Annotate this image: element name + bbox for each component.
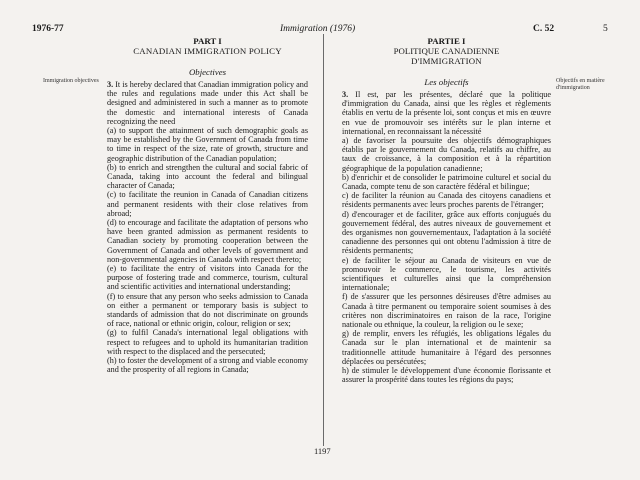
paragraph-b-french: b) d'enrichir et de consolider le patrimoine culturel et social du Canada, compte tenu de son caractère fédéral et bilingue; (342, 172, 551, 192)
subtitle-french: Les objectifs (424, 77, 469, 87)
paragraph-g-english: (g) to fulfil Canada's international legal obligations with respect to refugees and to uphold its humanitarian tradition with respect to the displaced and the persecuted; (107, 328, 308, 356)
french-column (342, 36, 551, 385)
paragraph-c-french: c) de faciliter la réunion au Canada des citoyens canadiens et résidents permanents avec leurs proches parents de l'étranger; (342, 191, 551, 210)
paragraph-h-french: h) de stimuler le développement d'une économie florissante et assurer la prospérité dans toutes les régions du pays; (342, 366, 551, 385)
paragraph-h-english: (h) to foster the development of a strong and viable economy and the prosperity of all regions in Canada; (107, 356, 308, 375)
header-chapter: C. 52 (533, 24, 555, 34)
paragraph-a-english: (a) to support the attainment of such demographic goals as may be established by the Government of Canada from time to time in respect of the size, rate of growth, structure and geographic distribution of the Canadian population; (107, 126, 308, 163)
section-number: 3. (107, 80, 114, 89)
paragraph-g-french: g) de remplir, envers les réfugiés, les obligations légales du Canada sur le plan international et de maintenir sa traditionnelle attitude humanitaire à l'égard des personnes déplacées ou persécutées; (342, 329, 551, 366)
title-french-line2: D'IMMIGRATION (411, 56, 482, 66)
subtitle-english: Objectives (188, 67, 227, 77)
column-divider (323, 34, 324, 446)
margin-note-english: Immigration objectives (43, 78, 99, 84)
header-years: 1976-77 (32, 24, 64, 34)
paragraph-e-french: e) de faciliter le séjour au Canada de visiteurs en vue de promouvoir le commerce, le tourisme, les activités scientifiques et culturelles ainsi que la compréhension internationale; (342, 255, 551, 293)
paragraph-f-english: (f) to ensure that any person who seeks admission to Canada on either a permanent or temporary basis is subject to standards of admission that do not discriminate on grounds of race, national or ethnic origin, colour, religion or sex; (107, 291, 308, 329)
part-heading-french: PARTIE I (427, 36, 466, 46)
paragraph-c-english: (c) to facilitate the reunion in Canada of Canadian citizens and permanent residents with their close relatives from abroad; (107, 190, 308, 218)
section-intro-french (342, 90, 551, 136)
header-page: 5 (603, 24, 608, 34)
paragraph-d-french: d) d'encourager et de faciliter, grâce aux efforts conjugués du gouvernement fédéral, des autres niveaux de gouvernement et des organismes non gouvernementaux, l'adaptation à la société canadienne des personnes qui ont obtenu l'admission à titre de résidents permanents; (342, 209, 551, 256)
paragraph-a-french: a) de favoriser la poursuite des objectifs démographiques établis par le gouvernement du Canada, relatifs au chiffre, au taux de croissance, à la composition et à la répartition géographique de la population canadienne; (342, 136, 551, 173)
intro-text: It is hereby declared that Canadian immigration policy and the rules and regulations made under this Act shall be designed and administered in such a manner as to promote the domestic and international interests of Canada recognizing the need (107, 80, 308, 126)
paragraph-b-english: (b) to enrich and strengthen the cultural and social fabric of Canada, taking into account the federal and bilingual character of Canada; (107, 162, 308, 191)
intro-text: Il est, par les présentes, déclaré que la politique d'immigration du Canada, ainsi que les règles et règlements établis en vertu de la présente loi, sont conçus et mis en œuvre en vue de promouvoir ses intérêts sur le plan interne et international, en reconnaissant la nécessité (342, 90, 552, 136)
paragraph-e-english: (e) to facilitate the entry of visitors into Canada for the purpose of fostering trade and commerce, tourism, cultural and scientific activities and international understanding; (107, 264, 308, 292)
english-column (107, 36, 308, 375)
footer-page-number: 1197 (314, 446, 331, 456)
margin-note-french: Objectifs en matière d'immigration (556, 78, 605, 91)
title-english: CANADIAN IMMIGRATION POLICY (133, 46, 282, 56)
part-heading-english: PART I (193, 36, 222, 46)
section-number: 3. (342, 90, 349, 99)
header-running-title: Immigration (1976) (280, 24, 356, 34)
section-intro-english (107, 80, 308, 126)
paragraph-d-english: (d) to encourage and facilitate the adaptation of persons who have been granted admission as permanent residents to Canadian society by promoting cooperation between the Government of Canada and other levels of government and non-governmental agencies in Canada with respect thereto; (107, 218, 308, 264)
paragraph-f-french: f) de s'assurer que les personnes désireuses d'être admises au Canada à titre permanent ou temporaire soient soumises à des critères non discriminatoires en raison de la race, l'origine nationale ou ethnique, la couleur, la religion ou le sexe; (342, 292, 551, 330)
title-french-line1: POLITIQUE CANADIENNE (393, 46, 500, 56)
